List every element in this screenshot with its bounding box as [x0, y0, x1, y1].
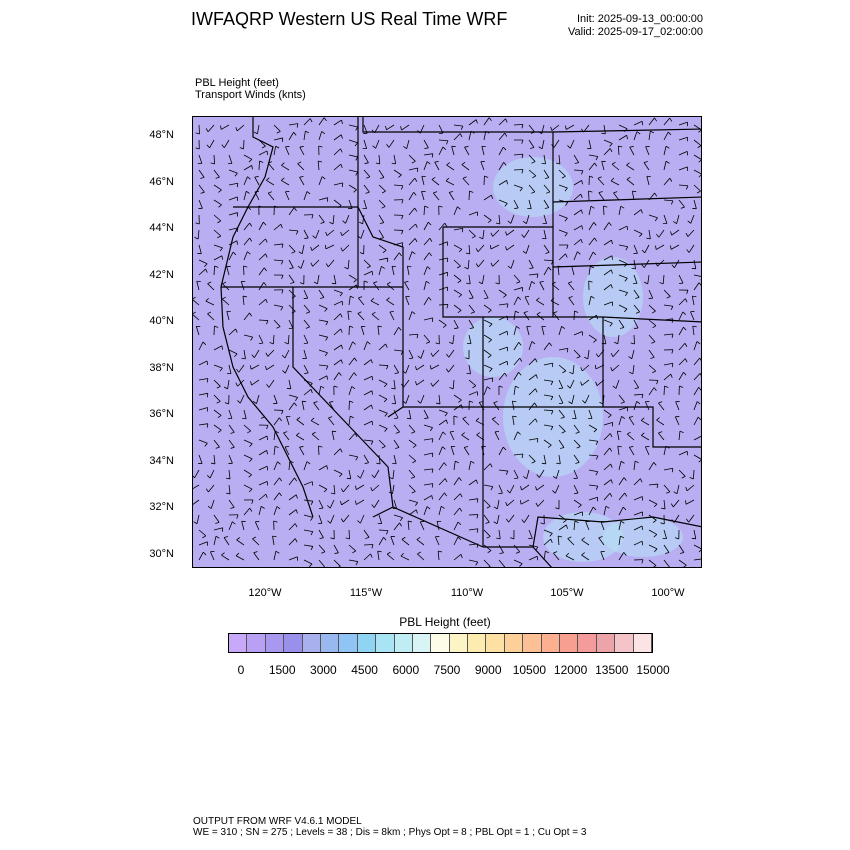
colorbar-label: 1500	[268, 663, 296, 677]
colorbar-label: 12000	[553, 663, 588, 677]
field-labels	[195, 77, 306, 101]
lon-tick-label: 110°W	[450, 587, 484, 599]
colorbar-cell	[247, 634, 265, 652]
colorbar-cell	[486, 634, 504, 652]
lat-tick-label: 38°N	[149, 361, 174, 374]
colorbar-label: 15000	[636, 663, 670, 677]
field-label-pbl: PBL Height (feet)	[195, 77, 279, 89]
colorbar-label: 3000	[310, 663, 337, 677]
colorbar-cell	[450, 634, 468, 652]
valid-time: Valid: 2025-09-17_02:00:00	[568, 26, 703, 38]
colorbar	[228, 633, 653, 653]
colorbar-cell	[542, 634, 560, 652]
footer-config: WE = 310 ; SN = 275 ; Levels = 38 ; Dis = 8km ; Phys Opt = 8 ; PBL Opt = 1 ; Cu Opt = 3	[193, 827, 587, 838]
lat-tick-label: 42°N	[149, 268, 174, 281]
map-background	[193, 117, 702, 568]
field-label-winds: Transport Winds (knts)	[195, 89, 306, 101]
colorbar-label: 6000	[392, 663, 420, 677]
colorbar-cell	[284, 634, 302, 652]
lat-tick-label: 46°N	[149, 175, 174, 188]
lon-tick-label: 105°W	[550, 587, 584, 599]
time-info	[568, 13, 703, 39]
pbl-shading	[603, 517, 683, 557]
colorbar-cell	[560, 634, 578, 652]
colorbar-label: 10500	[512, 663, 547, 677]
colorbar-cell	[376, 634, 394, 652]
colorbar-title: PBL Height (feet)	[399, 615, 491, 629]
colorbar-cell	[303, 634, 321, 652]
colorbar-cell	[358, 634, 376, 652]
lat-tick-label: 36°N	[149, 408, 174, 420]
lon-tick-label: 100°W	[651, 587, 685, 599]
lat-tick-label: 30°N	[149, 547, 174, 560]
lat-tick-label: 34°N	[149, 454, 174, 467]
colorbar-label: 13500	[595, 663, 629, 677]
map-panel	[192, 116, 702, 568]
colorbar-cell	[321, 634, 339, 652]
lon-tick-label: 115°W	[349, 587, 383, 599]
colorbar-cell	[266, 634, 284, 652]
colorbar-cell	[413, 634, 431, 652]
colorbar-cell	[505, 634, 523, 652]
colorbar-cell	[597, 634, 615, 652]
footer-model: OUTPUT FROM WRF V4.6.1 MODEL	[193, 816, 362, 827]
colorbar-cell	[468, 634, 486, 652]
model-footer	[193, 816, 586, 838]
colorbar-cell	[634, 634, 652, 652]
colorbar-label: 9000	[474, 663, 502, 677]
colorbar-cell	[395, 634, 413, 652]
pbl-shading	[463, 317, 523, 377]
lat-tick-label: 44°N	[149, 222, 174, 234]
pbl-shading	[493, 157, 573, 217]
colorbar-label: 7500	[433, 663, 461, 677]
init-time: Init: 2025-09-13_00:00:00	[577, 13, 703, 25]
colorbar-label: 4500	[351, 663, 378, 677]
lat-tick-label: 48°N	[149, 129, 174, 141]
colorbar-cell	[523, 634, 541, 652]
pbl-shading	[503, 357, 603, 477]
colorbar-cell	[615, 634, 633, 652]
colorbar-cell	[431, 634, 449, 652]
colorbar-label: 0	[237, 663, 245, 677]
lat-tick-label: 40°N	[149, 315, 174, 327]
colorbar-cell	[229, 634, 247, 652]
lat-tick-label: 32°N	[149, 501, 174, 513]
lon-tick-label: 120°W	[248, 587, 282, 599]
colorbar-cell	[578, 634, 596, 652]
colorbar-cell	[339, 634, 357, 652]
chart-title: IWFAQRP Western US Real Time WRF	[191, 9, 508, 29]
map-canvas	[193, 117, 702, 568]
